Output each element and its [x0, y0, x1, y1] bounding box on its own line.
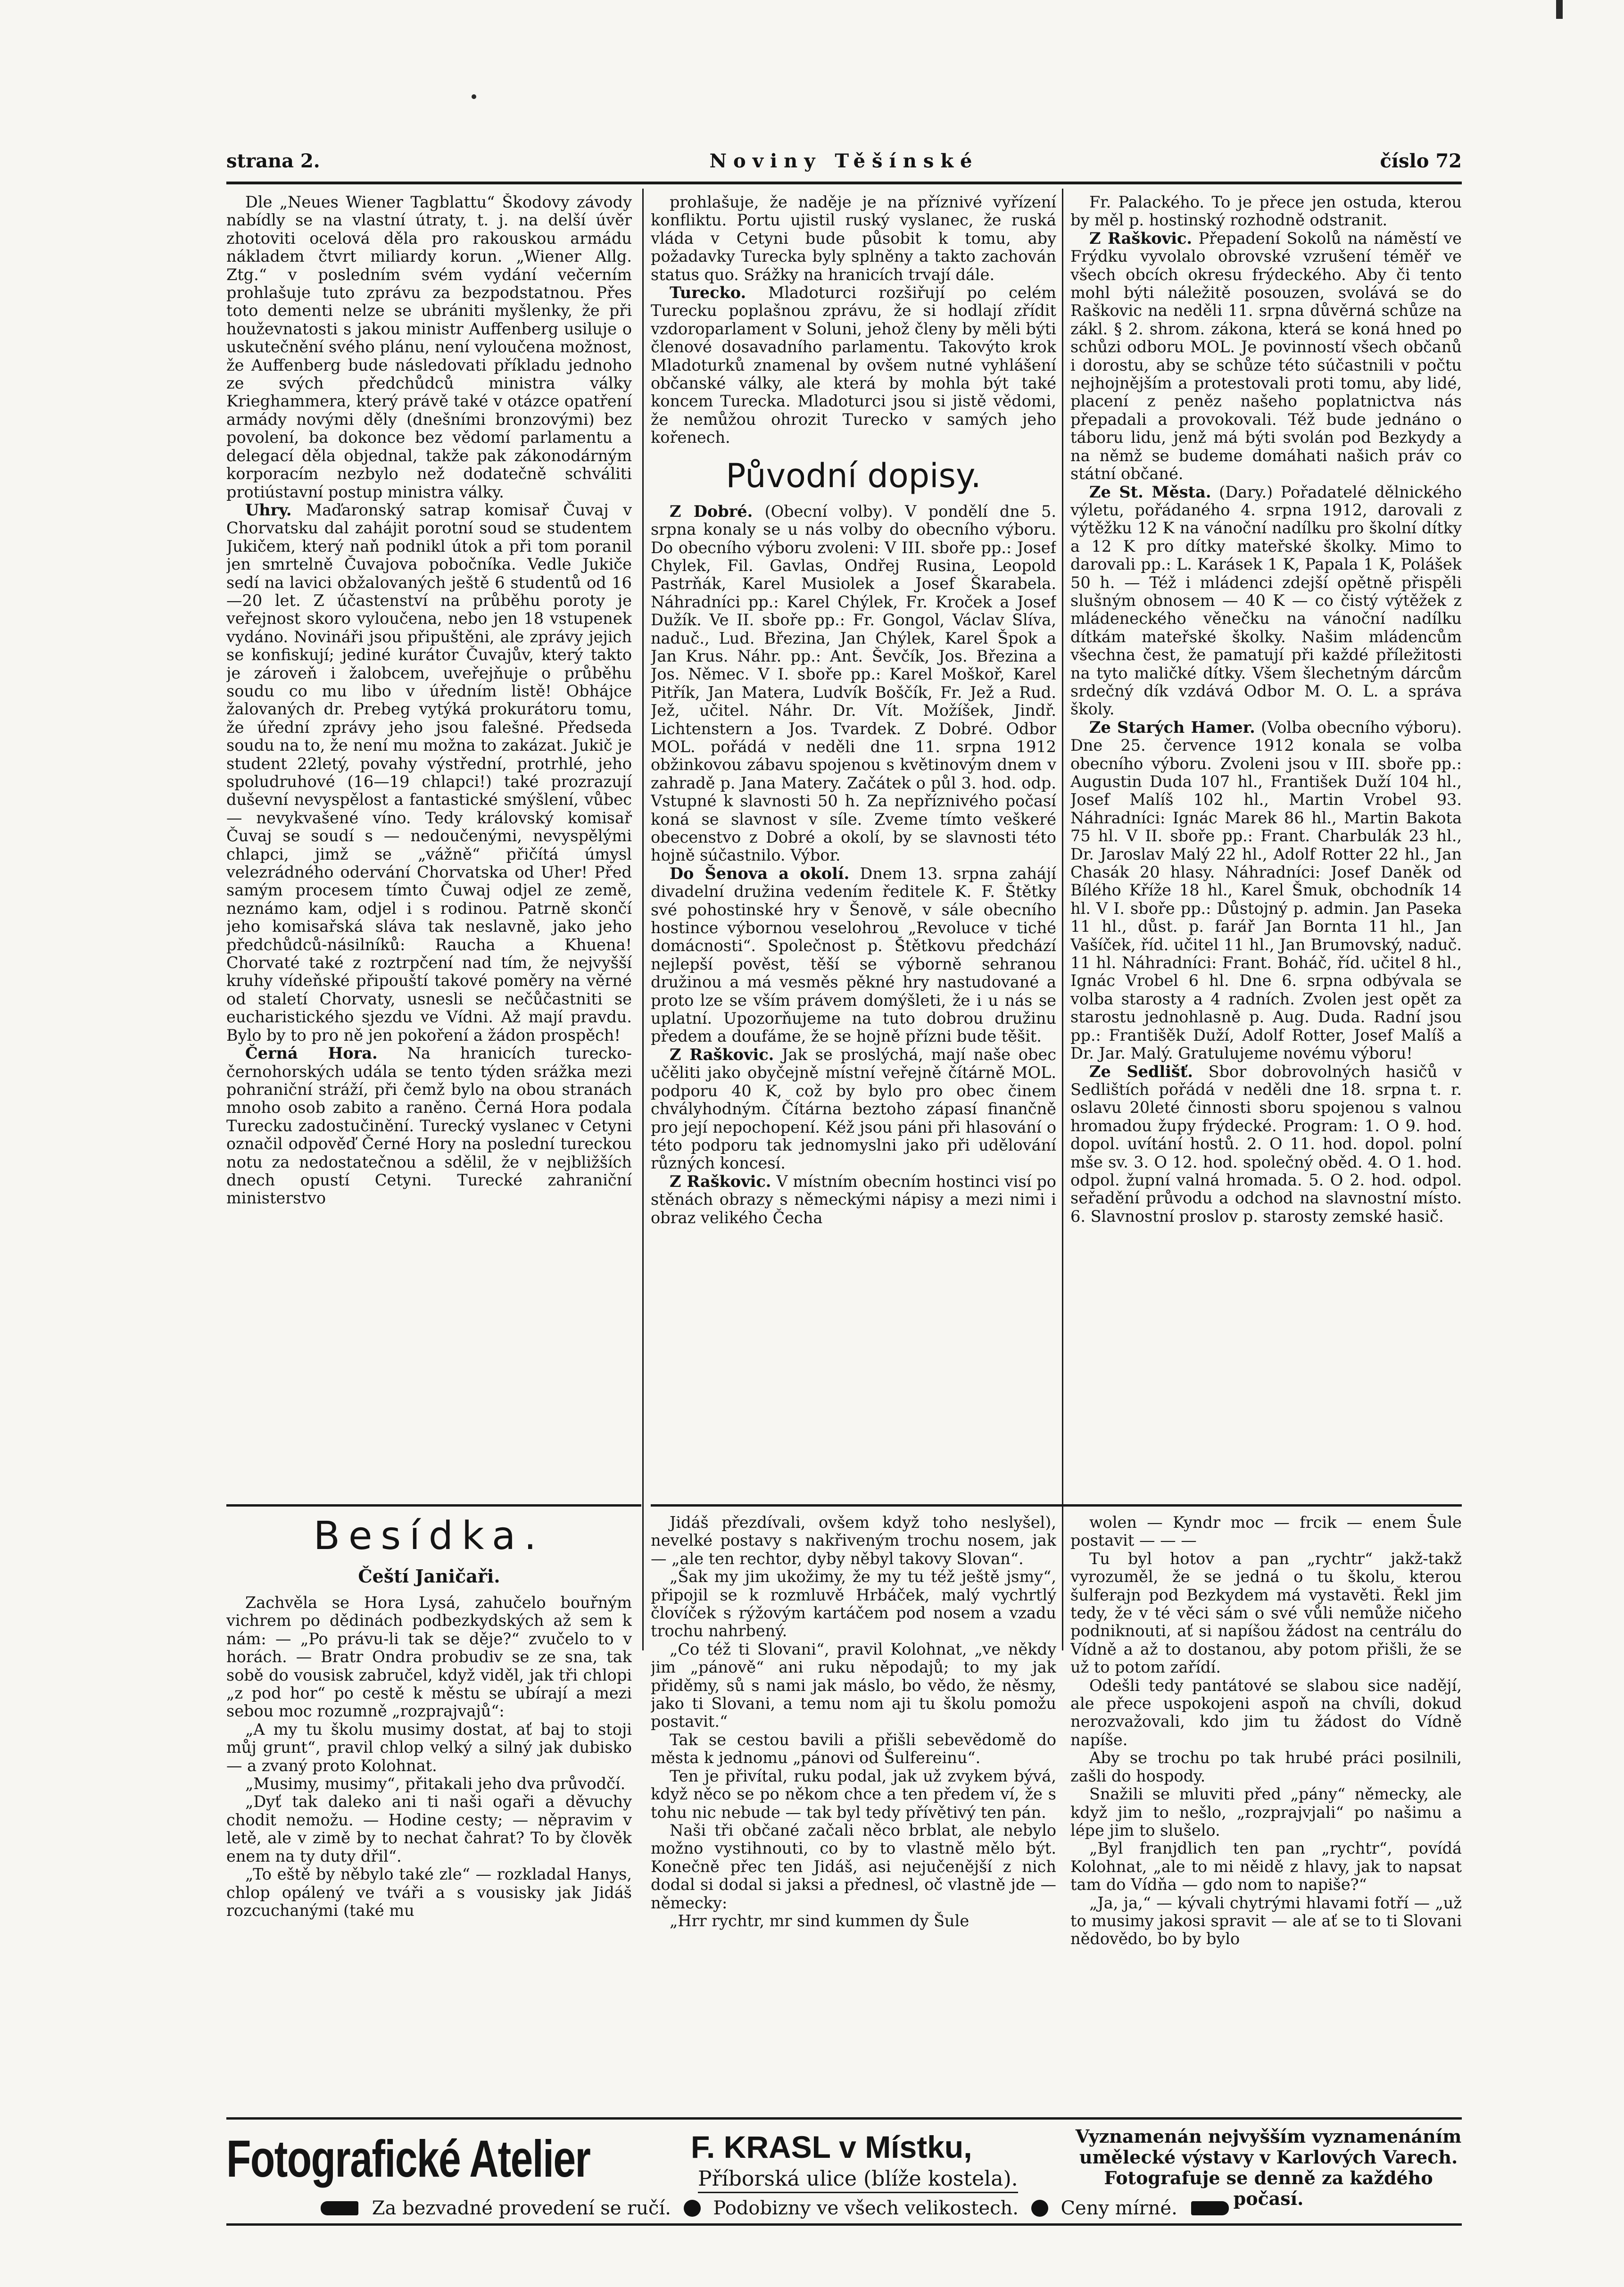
paragraph: „Byl franjdlich ten pan „rychtr“, povídá Kolohnat, „ale to mi něidě z hlavy, jak to napsat tam do Vídňa — gdo nom to napiše?“	[1070, 1839, 1462, 1894]
paragraph: „A my tu školu musimy dostat, ať baj to stoji můj grunt“, pravil chlop velký a silný jak dubisko — a zvaný proto Kolohnat.	[226, 1720, 632, 1775]
paragraph-text: Sbor dobrovolných hasičů v Sedlištích pořádá v neděli dne 18. srpna t. r. oslavu 20leté činnosti sboru spojenou s valnou hromadou župy frýdecké. Program: 1. O 9. hod. dopol. uvítání hostů. 2. O 11. hod. dopol. polní mše sv. 3. O 12. hod. společný oběd. 4. O 1. hod. odpol. župní valná hromada. 5. O 2. hod. odpol. seřadění průvodu a odchod na slavnostní místo. 6. Slavnostní proslov p. starosty zemské hasič.	[1070, 1062, 1462, 1226]
paragraph-text: Dle „Neues Wiener Tagblattu“ Škodovy závody nabídly se na vlastní útraty, t. j. na delší úvěr zhotoviti ocelová děla pro rakouskou armádu nákladem čtvrt miliardy korun. „Wiener Allg. Ztg.“ v posledním svém vydání večerním prohlašuje tuto zprávu za bezpodstatnou. Přes toto dementi nelze se ubrániti myšlenky, že při houževnatosti s jakou ministr Auffenberg usiluje o uskutečnění svého plánu, není vyloučena možnost, že Auffenberg bude následovati příkladu jednoho ze svých předchůdců ministra války Krieghammera, který právě také v otázce opatření armády novými děly (dnešními bronzovými) bez povolení, ba dokonce bez vědomí parlamentu a delegací děla objednal, takže pak zákonodárným korporacím nezbylo než dodatečně schváliti protiústavní postup ministra války.	[226, 193, 632, 501]
paragraph-runin: Do Šenova a okolí.	[670, 864, 850, 883]
paragraph: „To eště by něbylo také zle“ — rozkladal Hanys, chlop opálený ve tváři a s vousisky jak Jidáš rozcuchanými (také mu	[226, 1865, 632, 1920]
paragraph-text: (Obecní volby). V pondělí dne 5. srpna konaly se u nás volby do obecního výboru. Do obecního výboru zvoleni: V III. sboře pp.: Josef Chylek, Fil. Gavlas, Ondřej Rusina, Leopold Pastrňák, Karel Musiolek a Josef Škarabela. Náhradníci pp.: Karel Chýlek, Fr. Kroček a Josef Dužík. Ve II. sboře pp.: Fr. Gongol, Václav Slíva, naduč., Lud. Březina, Jan Chýlek, Karel Špok a Jan Krus. Náhr. pp.: Ant. Ševčík, Jos. Březina a Jos. Němec. V I. sboře pp.: Karel Moškoř, Karel Pitřík, Jan Matera, Ludvík Boščík, Fr. Jež a Rud. Jež, učitel. Náhr. Dr. Vít. Možíšek, Jindř. Lichtenstern a Jos. Tvardek. Z Dobré. Odbor MOL. pořádá v neděli dne 11. srpna 1912 obžinkovou zábavu spojenou s květinovým dnem v zahradě p. Jana Matery. Začátek o půl 3. hod. odp. Vstupné k slavnosti 50 h. Za nepříznivého počasí koná se slavnost v síle. Zveme tímto veškeré obecenstvo z Dobré a okolí, by se slavnosti této hojně súčastnilo. Výbor.	[651, 502, 1056, 865]
column-2	[651, 193, 1056, 1495]
page-label: strana 2.	[226, 150, 320, 172]
feuilleton-title: Besídka.	[313, 1514, 545, 1558]
section-title: Původní dopisy.	[726, 456, 981, 495]
pointing-hand-icon	[321, 2201, 358, 2215]
paragraph-runin: Z Dobré.	[670, 502, 753, 521]
paragraph: Aby se trochu po tak hrubé práci posilnili, zašli do hospody.	[1070, 1748, 1462, 1785]
column-divider	[642, 189, 644, 1650]
feuilleton-column-2	[651, 1514, 1056, 2113]
ad-award-line: umělecké výstavy v Karlových Varech.	[1079, 2146, 1458, 2168]
column-3	[1070, 193, 1462, 1495]
ad-title: Fotografické Atelier	[226, 2130, 590, 2188]
paragraph: Jidáš přezdívali, ovšem když toho neslyšel), nevelké postavy s nakřiveným trochu nosem, jak — „ale ten rechtor, dyby něbyl takovy Slovan“.	[651, 1514, 1056, 1568]
ad-award-line: Vyznamenán nejvyšším vyznamenáním	[1075, 2126, 1462, 2147]
paragraph	[1070, 719, 1462, 1063]
paragraph-runin: Ze Sedlišť.	[1089, 1062, 1193, 1081]
bullet-icon	[1031, 2200, 1048, 2217]
feuilleton-column-3	[1070, 1514, 1462, 2113]
feuilleton-column-1	[226, 1594, 632, 2113]
paragraph-text: (Dary.) Pořadatelé dělnického výletu, pořádaného 4. srpna 1912, darovali z výtěžku 12 K na vánoční nadílku pro školní dítky a 12 K pro dítky mateřské školky. Mimo to darovali pp.: L. Karásek 1 K, Papala 1 K, Polášek 50 h. — Též i mládenci zdejší opětně přispěli slušným obnosem — 40 K — co čistý výtěžek z mládeneckého věnečku na vánoční nadílku dítkám mateřské školky. Našim mládencům všechna čest, že pamatují při každé příležitosti na tyto maličké dítky. Všem šlechetným dárcům srdečný dík vzdává Odbor M. O. L. a správa školy.	[1070, 482, 1462, 719]
ad-address: Příborská ulice (blíže kostela).	[698, 2167, 1018, 2193]
paragraph-runin: Ze Starých Hamer.	[1089, 718, 1255, 737]
paragraph-text: Jak se proslýchá, mají naše obec učěliti jako obyčejně místní veřejně čítárně MOL. podporu 40 K, což by bylo pro obec činem chvályhodným. Čítárna beztoho zápasí finančně pro její nepochopení. Kéž jsou páni při hlasování o této podporu tak jednomyslni jako při udělování různých koncesí.	[651, 1045, 1056, 1173]
ad-bottom-line	[226, 2196, 1462, 2219]
feuilleton-rule	[651, 1504, 1462, 1507]
advertisement	[226, 2117, 1462, 2226]
ad-guarantee: Za bezvadné provedení se ručí.	[372, 2197, 671, 2219]
scan-edge-mark	[1556, 0, 1563, 19]
paragraph-runin: Z Raškovic.	[1089, 229, 1193, 248]
paragraph: Naši tři občané začali něco brblat, ale nebylo možno vystihnouti, co by to vlastně mělo být. Konečně přec ten Jidáš, asi nejučenější z nich dodal si dodal si jaksi a přednesl, oč vlastně jde — německy:	[651, 1821, 1056, 1912]
ad-portraits: Podobizny ve všech velikostech.	[713, 2197, 1019, 2219]
paragraph: „Šak my jim ukožimy, že my tu též ještě jsmy“, připojil se k rozmluvě Hrbáček, malý vychrtlý človíček s rýžovým kartáčem pod nosem a vzadu trochu nahrbený.	[651, 1567, 1056, 1641]
paragraph-text: Přepadení Sokolů na náměstí ve Frýdku vyvolalo obrovské vzrušení téměř ve všech obcích okresu frýdeckého. Aby či tento mohl býti náležitě posouzen, svolává se do Raškovic na neděli 11. srpna důvěrná schůze na zákl. § 2. shrom. zákona, která se koná hned po schůzi odboru MOL. Je povinností všech občanů i dorostu, aby se schůze této súčastnili v počtu nejhojnějším a protestovali proti tomu, aby lidé, placení z peněz našeho poplatnictva nás přepadali a provokovali. Též bude jednáno o táboru lidu, jenž má býti svolán pod Bezkydy a na němž se budeme domáhati našich práv co státní občané.	[1070, 229, 1462, 483]
paragraph	[651, 284, 1056, 447]
paragraph-runin: Turecko.	[670, 283, 746, 302]
feuilleton-subtitle: Čeští Janičaři.	[358, 1566, 500, 1587]
paragraph	[651, 503, 1056, 865]
paragraph	[1070, 193, 1462, 230]
paragraph: „Musimy, musimy“, přitakali jeho dva průvodčí.	[245, 1774, 626, 1793]
paragraph-text: Maďaronský satrap komisař Čuvaj v Chorvatsku dal zahájit porotní soud se studentem Jukičem, který naň podnikl útok a při tom poranil jen smrtelně Čuvajova pobočníka. Vedle Jukiče sedí na lavici obžalovaných ještě 6 studentů od 16—20 let. Z účastenství na průběhu poroty je veřejnost skoro vyloučena, nebo jen 18 vstupenek vydáno. Novináři jsou připuštěni, ale zprávy jejich se konfiskují; jediné kurátor Čuvajův, který takto je zároveň i žalobcem, uveřejňuje o průběhu soudu co mu libo v úředním listě! Obhájce žalovaných dr. Prebeg vytýká prokurátoru tomu, že úřední zprávy jeho jsou falešné. Předseda soudu na to, že není mu možna to zakázat. Jukič je student 22letý, povahy výstřední, protrhlé, jeho spoludruhové (16—19 chlapci!) také prozrazují duševní nevyspělost a fantastické smýšlení, vůbec — nevykvašené víno. Tedy královský komisař Čuvaj se soudí s — nedoučenými, nevyspělými chlapci, jimž se „vážně“ přičítá úmysl velezrádného odervání Chorvatska od Uher! Před samým procesem tímto Čuwaj odjel ze země, neznámo kam, odjel i s rodinou. Patrně skončí jeho komisařská sláva tak neslavně, jako jeho předchůdců-násilníků: Raucha a Khuena! Chorvaté také z roztrpčení nad tím, že nejvyšší kruhy vídeňské připouští takové poměry na věrné od staletí Chorvaty, usnesli se nečůčastniti se eucharistického sjezdu ve Vídni. Až mají pravdu. Bylo by to pro ně jen pokoření a žádon prospěch!	[226, 500, 632, 1044]
paragraph: Zachvěla se Hora Lysá, zahučelo bouřným vichrem po dědinách podbezkydských až sem k nám: — „Po právu-li tak se děje?“ zvučelo to v horách. — Bratr Ondra probudiv se ze sna, tak sobě do vousisk zabručel, když viděl, jak tři chlopi „z pod hor“ po cestě k městu se ubírají a mezi sebou moc rozumně „rozprajvajů“:	[226, 1594, 632, 1721]
column-1	[226, 193, 632, 1495]
paragraph-text: prohlašuje, že naděje je na příznivé vyřízení konfliktu. Portu ujistil ruský vyslanec, že ruská vláda v Cetyni bude působit k tomu, aby požadavky Turecka byly splněny a takto zachován status quo. Srážky na hranicích trvají dále.	[651, 193, 1056, 284]
paragraph-text: Dnem 13. srpna zahájí divadelní družina vedením ředitele K. F. Štětky své pohostinské hry v Šenově, v sále obecního hostince výbornou veselohrou „Revoluce v tiché domácnosti“. Společnost p. Štětkovu předchází nejlepší pověst, těší se výborně sehranou družinou a má vesměs pěkné hry nastudované a proto lze se vším právem domýšleti, že i u nás se uplatní. Upozorňujeme na tuto dobrou družinu předem a doufáme, že se hojně přízni bude těšit.	[651, 864, 1056, 1046]
print-speck	[472, 94, 476, 99]
paragraph: „Ja, ja,“ — kývali chytrými hlavami fotří — „už to musimy jakosi spravit — ale ať se to ti Slovani nědovědo, bo by bylo	[1070, 1893, 1462, 1948]
paragraph: „Hrr rychtr, mr sind kummen dy Šule	[670, 1911, 969, 1930]
paragraph-text: Mladoturci rozšiřují po celém Turecku poplašnou zprávu, že si hodlají zřídit vzdoroparlament v Soluni, jehož členy by měli býti členové dosavadního parlamentu. Takovýto krok Mladoturků znamenal by ovšem nutné vyhlášení občanské války, ale která by mohla být také koncem Turecka. Mladoturci jsou si jistě vědomi, že nemůžou ohrozit Turecko v samých jeho kořenech.	[651, 283, 1056, 447]
paragraph-runin: Ze St. Města.	[1089, 482, 1211, 501]
paragraph-text: V místním obecním hostinci visí po stěnách obrazy s německými nápisy a mezi nimi i obraz velikého Čecha	[651, 1172, 1056, 1227]
paragraph: Odešli tedy pantátové se slabou sice nadějí, ale přece uspokojeni aspoň na chvíli, dokud nerozvažovali, kdo jim tu žádost do Vídně napíše.	[1070, 1676, 1462, 1749]
feuilleton-rule	[226, 1504, 641, 1507]
ad-award-line: Fotografuje se denně za každého počasí.	[1104, 2167, 1433, 2209]
paragraph-runin: Z Raškovic.	[670, 1045, 774, 1064]
paragraph	[651, 193, 1056, 284]
paragraph	[651, 1046, 1056, 1173]
paragraph-runin: Černá Hora.	[245, 1044, 378, 1063]
paragraph-text: (Volba obecního výboru). Dne 25. července 1912 konala se volba obecního výboru. Zvoleni jsou v III. sboře pp.: Augustin Duda 107 hl., František Duží 104 hl., Josef Malíš 102 hl., Martin Vrobel 93. Náhradníci: Ignác Marek 86 hl., Martin Bakota 75 hl. V II. sboře pp.: Frant. Charbulák 23 hl., Dr. Jaroslav Malý 22 hl., Adolf Rotter 22 hl., Jan Chasák 20 hlasy. Náhradníci: Josef Daněk od Bílého Kříže 18 hl., Karel Šmuk, obchodník 14 hl. V I. sboře pp.: Důstojný p. admin. Jan Paseka 11 hl., důst. p. farář Jan Bornta 11 hl., Jan Vašíček, říd. učitel 11 hl., Jan Brumovský, naduč. 11 hl. Náhradníci: Frant. Boháč, říd. učitel 8 hl., Ignác Vrobel 6 hl. Dne 6. srpna odbývala se volba starosty a 4 radních. Zvolen jest opět za starostu jednohlasně p. Aug. Duda. Radní jsou pp.: Františěk Duží, Adolf Rotter, Josef Malíš a Dr. Jar. Malý. Gratulujeme novému výboru!	[1070, 718, 1462, 1063]
ad-firm-name: F. KRASL v Místku,	[691, 2130, 972, 2164]
paragraph-text: Fr. Palackého. To je přece jen ostuda, kterou by měl p. hostinský rozhodně odstranit.	[1070, 193, 1462, 230]
paragraph: „Dyť tak daleko ani ti naši ogaři a děvuchy chodit nemožu. — Hodine cesty; — něpravim v letě, ale v zimě by to nechat čahrat? To by člověk enem na ty duty dřil“.	[226, 1792, 632, 1865]
paragraph	[1070, 483, 1462, 719]
paragraph	[226, 501, 632, 1044]
page-header	[226, 150, 1462, 183]
paragraph: Ten je přivítal, ruku podal, jak už zvykem bývá, když něco se po někom chce a ten předem ví, že s tohu nic nebude — tak byl tedy přívětivý ten pán.	[651, 1766, 1056, 1822]
paragraph-text: Na hranicích turecko-černohorských udála se tento týden srážka mezi pohraniční stráží, při čemž bylo na obou stranách mnoho osob zabito a raněno. Černá Hora podala Turecku zadostučinění. Turecký vyslanec v Cetyni označil odpověď Černé Hory na poslední tureckou notu za nedostatečnou a sdělil, že v nejbližších dnech opustí Cetyni. Turecké zahraniční ministerstvo	[226, 1044, 632, 1208]
pointing-hand-icon	[1191, 2201, 1229, 2215]
issue-number: číslo 72	[1380, 150, 1462, 172]
newspaper-title: Noviny Těšínské	[709, 150, 979, 172]
header-rule	[226, 182, 1462, 184]
paragraph	[226, 193, 632, 501]
paragraph-runin: Uhry.	[245, 500, 292, 519]
bullet-icon	[684, 2200, 701, 2217]
paragraph: Tak se cestou bavili a přišli sebevědomě do města k jednomu „pánovi od Šulfereinu“.	[651, 1730, 1056, 1767]
paragraph: „Co též ti Slovani“, pravil Kolohnat, „ve někdy jim „pánově“ ani ruku něpodajů; to my jak přiděmy, sů s nami jak máslo, bo vědo, že něsmy, jako ti Slovani, a temu nom aji tu školu pomožu postavit.“	[651, 1640, 1056, 1731]
paragraph	[226, 1044, 632, 1208]
paragraph: Tu byl hotov a pan „rychtr“ jakž-takž vyrozuměl, že se jedná o tu školu, kterou šulferajn pod Bezkydem má vystavěti. Řekl jim tedy, že v té věci sám o své vůli nemůže ničeho podniknouti, ať si napíšou žádost na centrálu do Vídně a až to dostanou, aby potom přišli, že se už to potom zařídí.	[1070, 1549, 1462, 1677]
ad-prices: Ceny mírné.	[1061, 2197, 1177, 2219]
paragraph	[1070, 1063, 1462, 1226]
paragraph	[651, 1173, 1056, 1227]
paragraph: Snažili se mluviti před „pány“ německy, ale když jim to nešlo, „rozprajvjali“ po našimu a lépe jim to slušelo.	[1070, 1785, 1462, 1840]
paragraph	[1070, 230, 1462, 483]
paragraph	[651, 865, 1056, 1046]
paragraph-runin: Z Raškovic.	[670, 1172, 771, 1191]
paragraph: wolen — Kyndr moc — frcik — enem Šule postavit — — —	[1070, 1514, 1462, 1550]
column-divider	[1062, 189, 1063, 1650]
